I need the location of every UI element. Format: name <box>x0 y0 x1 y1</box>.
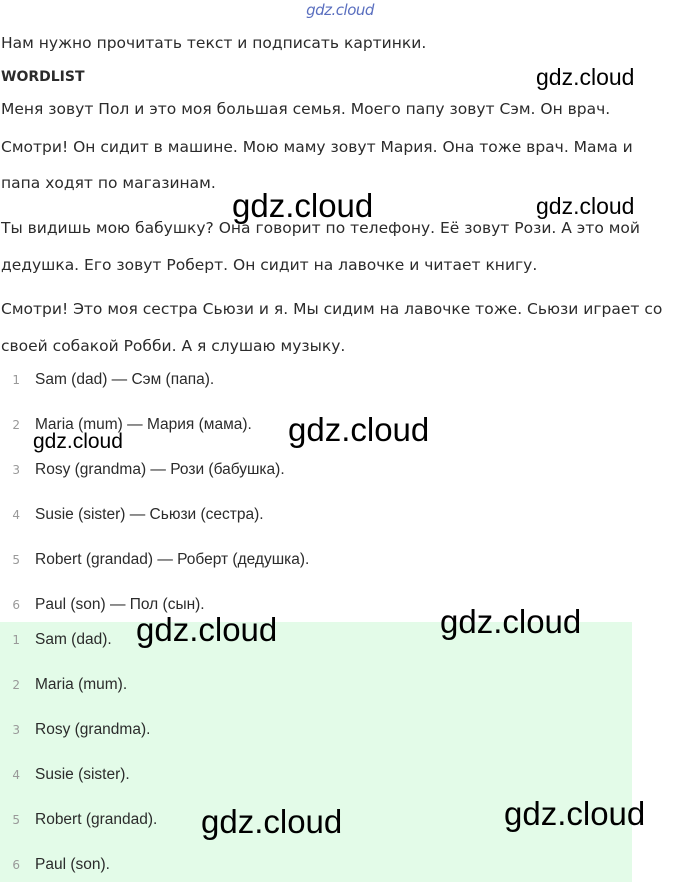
item-number: 2 <box>12 678 20 692</box>
item-number: 5 <box>12 553 20 567</box>
list-item <box>0 810 157 830</box>
header-watermark: gdz.cloud <box>306 1 374 19</box>
list-item <box>0 505 264 525</box>
item-text: Paul (son) — Пол (сын). <box>35 596 205 613</box>
item-text: Maria (mum). <box>35 676 128 693</box>
list-item <box>0 765 130 785</box>
paragraph-line: папа ходят по магазинам. <box>1 174 216 192</box>
paragraph-line: Ты видишь мою бабушку? Она говорит по телефону. Её зовут Рози. А это мой <box>1 219 640 237</box>
item-number: 3 <box>12 723 20 737</box>
list-item <box>0 675 127 695</box>
item-text: Susie (sister). <box>35 766 130 783</box>
item-number: 1 <box>12 373 20 387</box>
item-text: Robert (grandad). <box>35 811 158 828</box>
watermark: gdz.cloud <box>136 611 278 648</box>
item-text: Sam (dad) — Сэм (папа). <box>35 371 215 388</box>
watermark: gdz.cloud <box>504 795 646 832</box>
item-number: 2 <box>12 418 20 432</box>
item-number: 4 <box>12 508 20 522</box>
item-number: 6 <box>12 858 20 872</box>
item-text: Sam (dad). <box>35 631 112 648</box>
intro-text: Нам нужно прочитать текст и подписать картинки. <box>1 34 427 52</box>
watermark: gdz.cloud <box>536 193 635 219</box>
list-item <box>0 460 285 480</box>
item-number: 4 <box>12 768 20 782</box>
watermark: gdz.cloud <box>536 64 635 90</box>
watermark: gdz.cloud <box>201 803 343 840</box>
item-number: 3 <box>12 463 20 477</box>
watermark: gdz.cloud <box>288 411 430 448</box>
paragraph-line: своей собакой Робби. А я слушаю музыку. <box>1 337 346 355</box>
item-text: Rosy (grandma). <box>35 721 151 738</box>
watermark: gdz.cloud <box>232 187 374 224</box>
paragraph-line: Смотри! Это моя сестра Сьюзи и я. Мы сидим на лавочке тоже. Сьюзи играет со <box>1 300 663 318</box>
watermark: gdz.cloud <box>440 603 582 640</box>
list-item <box>0 370 214 390</box>
paragraph-line: Смотри! Он сидит в машине. Мою маму зовут Мария. Она тоже врач. Мама и <box>1 138 633 156</box>
item-text: Paul (son). <box>35 856 110 873</box>
item-text: Susie (sister) — Сьюзи (сестра). <box>35 506 264 523</box>
item-text: Robert (grandad) — Роберт (дедушка). <box>35 551 310 568</box>
paragraph-line: дедушка. Его зовут Роберт. Он сидит на лавочке и читает книгу. <box>1 256 538 274</box>
item-number: 6 <box>12 598 20 612</box>
paragraph-line: Меня зовут Пол и это моя большая семья. Моего папу зовут Сэм. Он врач. <box>1 100 611 118</box>
item-text: Maria (mum) — Мария (мама). <box>35 416 252 433</box>
item-text: Rosy (grandma) — Рози (бабушка). <box>35 461 285 478</box>
list-item <box>0 550 309 570</box>
wordlist-heading: WORDLIST <box>1 69 85 85</box>
list-item <box>0 720 150 740</box>
list-item <box>0 630 112 650</box>
answers-panel <box>0 622 632 882</box>
list-item <box>0 855 110 875</box>
watermark: gdz.cloud <box>33 430 123 453</box>
item-number: 1 <box>12 633 20 647</box>
item-number: 5 <box>12 813 20 827</box>
